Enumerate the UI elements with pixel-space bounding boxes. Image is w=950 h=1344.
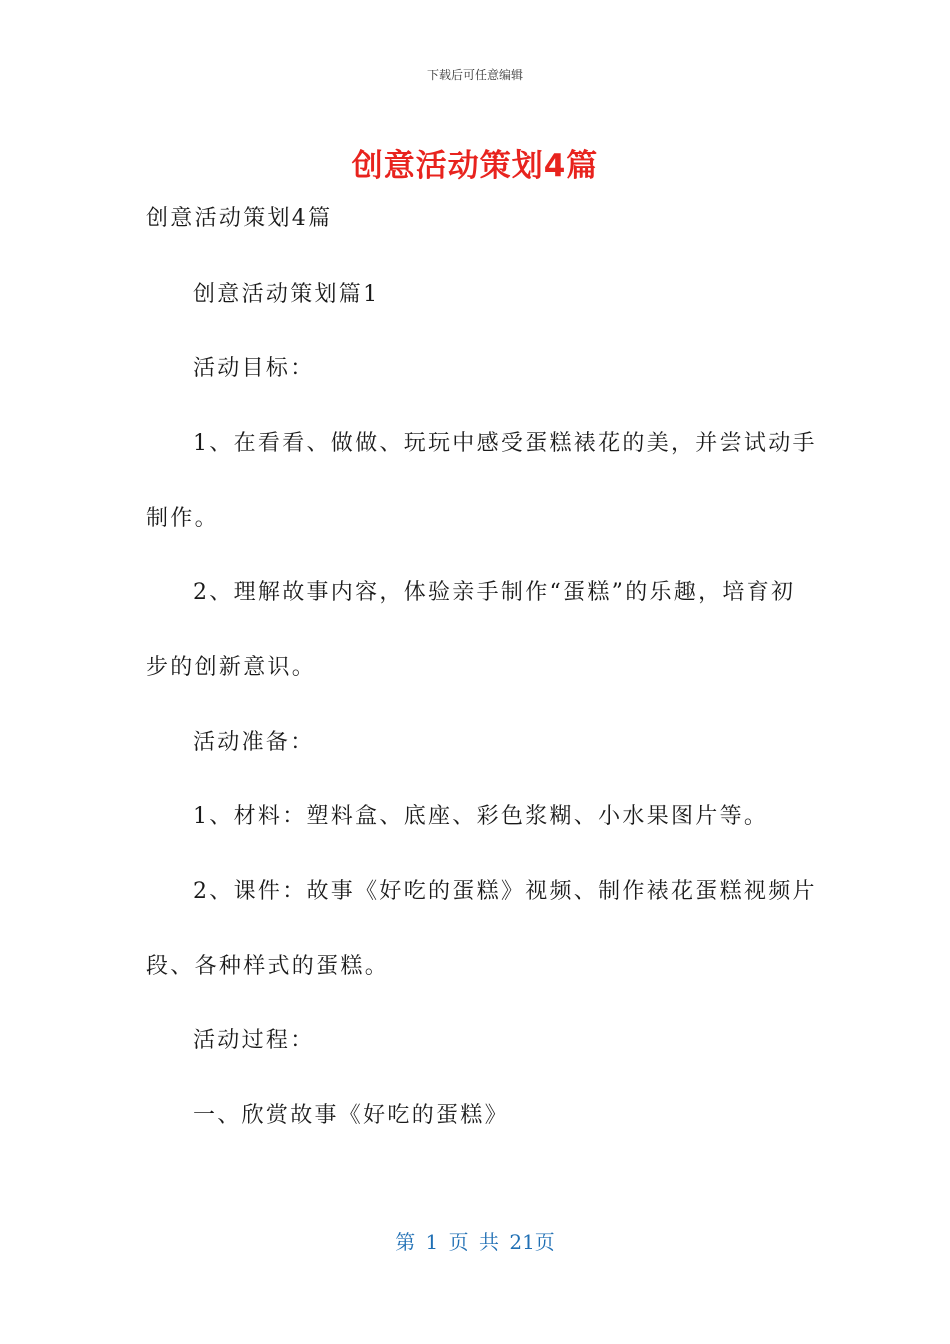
body-line: 1、在看看、做做、玩玩中感受蛋糕裱花的美，并尝试动手 bbox=[193, 431, 817, 456]
body-line: 2、课件：故事《好吃的蛋糕》视频、制作裱花蛋糕视频片 bbox=[193, 879, 817, 904]
body-line: 1、材料：塑料盒、底座、彩色浆糊、小水果图片等。 bbox=[193, 804, 769, 829]
body-line: 制作。 bbox=[146, 506, 219, 531]
body-line: 活动过程： bbox=[193, 1028, 315, 1053]
body-line: 活动目标： bbox=[193, 356, 315, 381]
page-number: 第 1 页 共 21页 bbox=[395, 1230, 555, 1254]
body-line: 2、理解故事内容，体验亲手制作“蛋糕”的乐趣，培育初 bbox=[193, 580, 796, 605]
body-line: 创意活动策划篇1 bbox=[193, 282, 380, 307]
body-line: 一、欣赏故事《好吃的蛋糕》 bbox=[193, 1103, 509, 1128]
body-line: 创意活动策划4篇 bbox=[146, 206, 333, 231]
body-line: 活动准备： bbox=[193, 730, 315, 755]
body-line: 步的创新意识。 bbox=[146, 655, 317, 680]
document-title: 创意活动策划4篇 bbox=[351, 148, 599, 184]
header-note: 下载后可任意编辑 bbox=[426, 68, 523, 82]
body-line: 段、各种样式的蛋糕。 bbox=[146, 954, 390, 979]
